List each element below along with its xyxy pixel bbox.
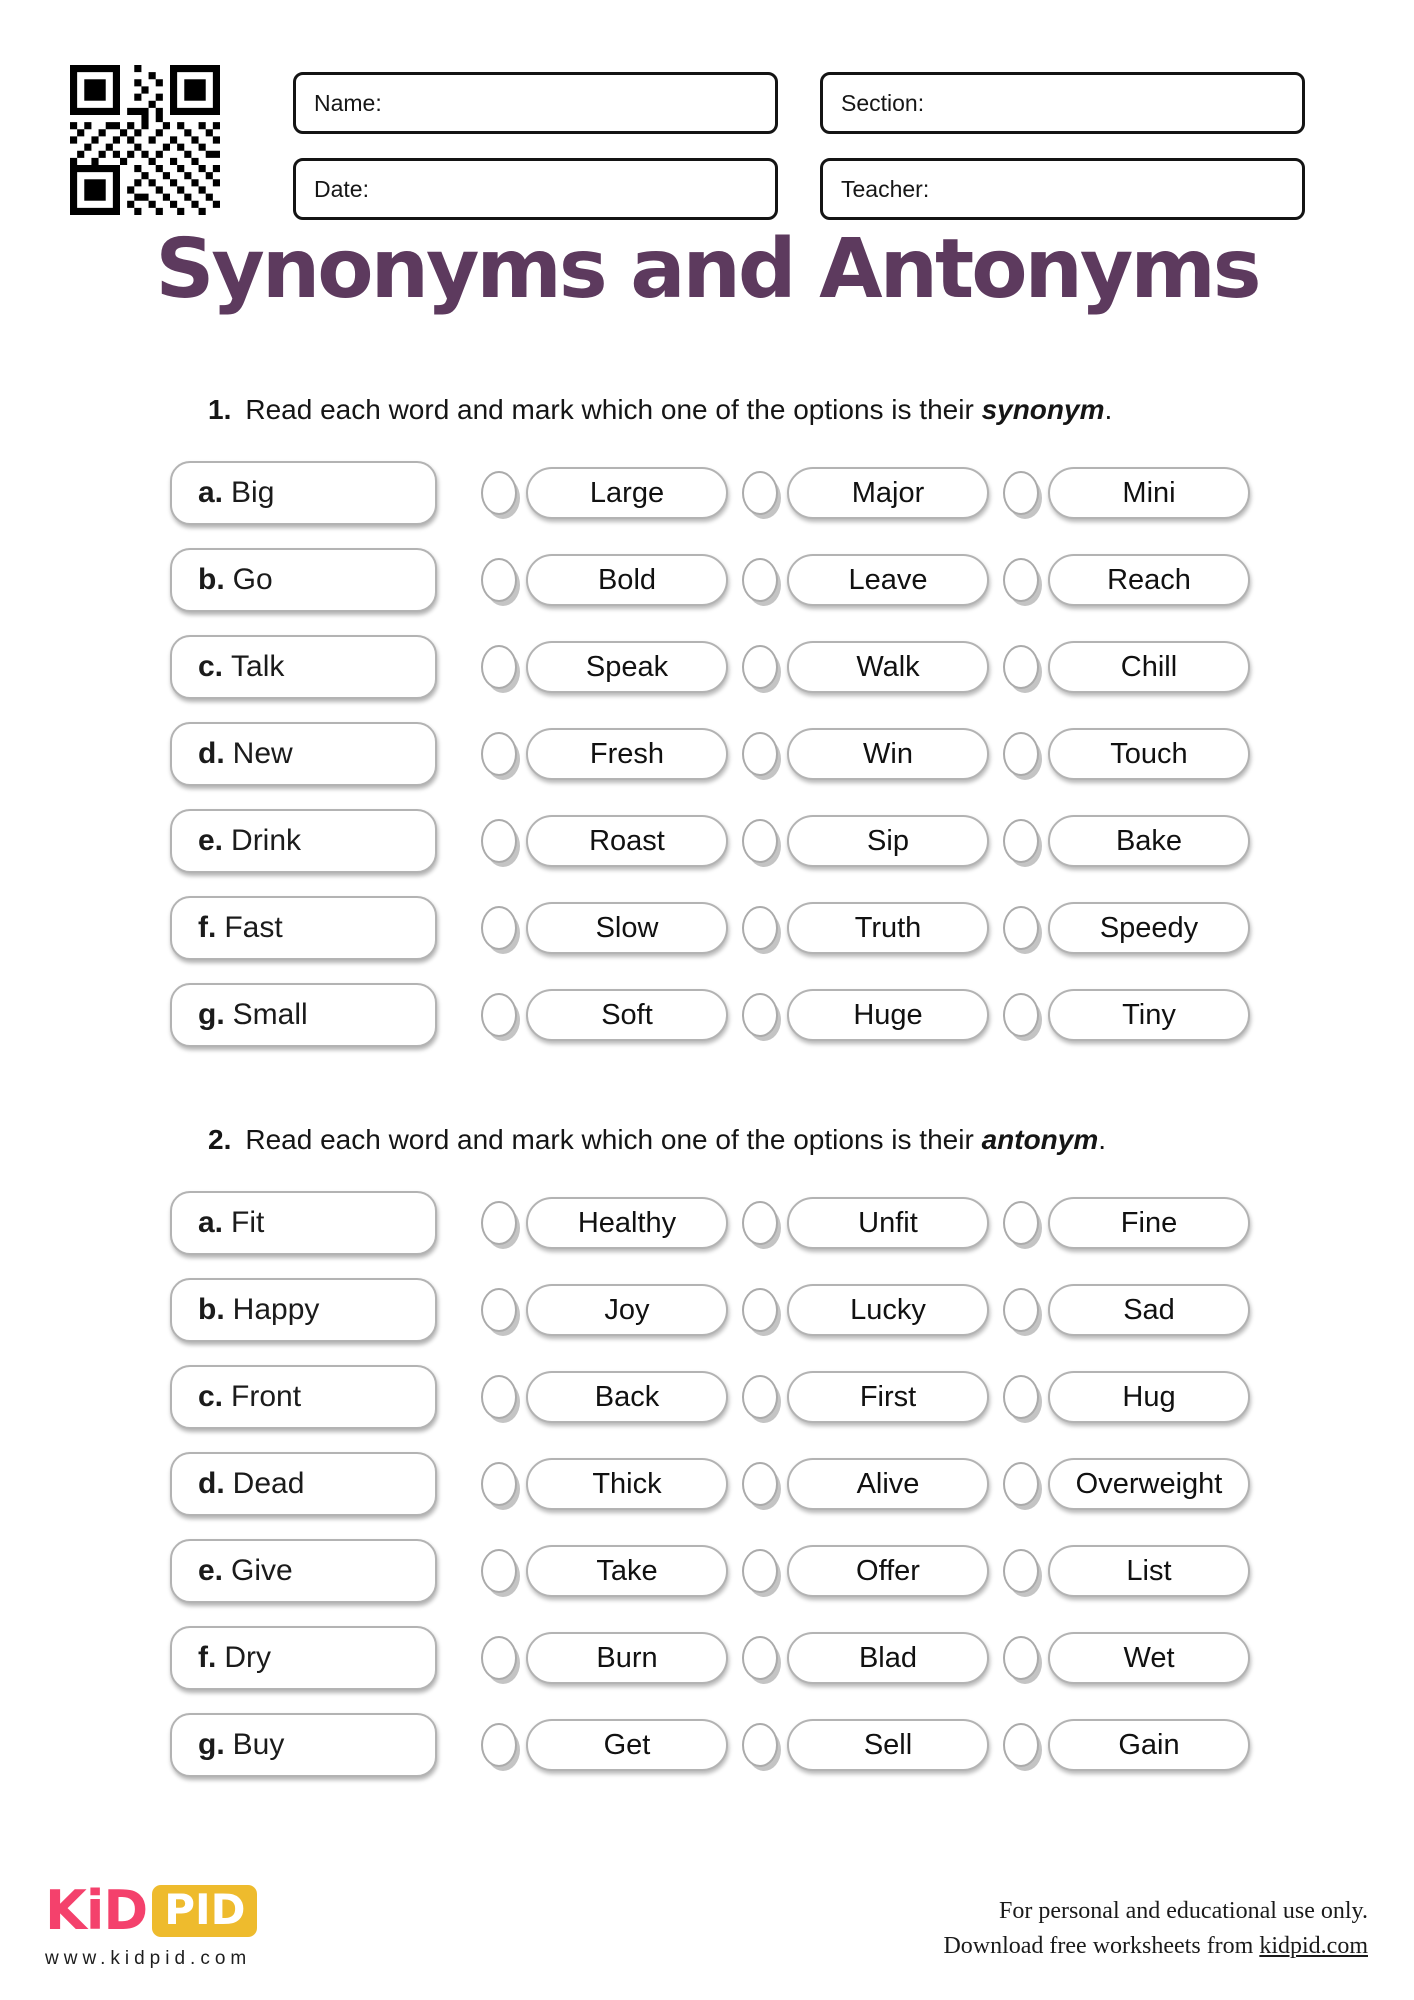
option-radio[interactable] — [742, 906, 778, 950]
row-word: Big — [231, 476, 275, 509]
exercise-row — [170, 548, 1250, 612]
option-pill[interactable]: Hug — [1048, 1371, 1250, 1423]
option-group — [742, 728, 989, 780]
word-box — [170, 722, 437, 786]
option-radio[interactable] — [481, 1375, 517, 1419]
option-group — [1003, 467, 1250, 519]
option-radio[interactable] — [481, 819, 517, 863]
option-pill[interactable]: Take — [526, 1545, 728, 1597]
option-radio[interactable] — [481, 1723, 517, 1767]
option-group — [481, 1719, 728, 1771]
option-radio[interactable] — [481, 471, 517, 515]
option-pill[interactable]: Sip — [787, 815, 989, 867]
option-group — [742, 1284, 989, 1336]
option-pill[interactable]: Offer — [787, 1545, 989, 1597]
option-group — [1003, 1719, 1250, 1771]
word-box — [170, 1626, 437, 1690]
exercise-row — [170, 896, 1250, 960]
option-pill[interactable]: Truth — [787, 902, 989, 954]
option-radio[interactable] — [1003, 732, 1039, 776]
option-radio[interactable] — [742, 1375, 778, 1419]
option-pill[interactable]: Tiny — [1048, 989, 1250, 1041]
option-group — [481, 554, 728, 606]
page-title: Synonyms and Antonyms — [155, 222, 1259, 317]
word-box — [170, 548, 437, 612]
exercise-row — [170, 1713, 1250, 1777]
option-radio[interactable] — [1003, 1723, 1039, 1767]
option-group — [1003, 728, 1250, 780]
row-letter: a. — [198, 476, 224, 509]
option-radio[interactable] — [1003, 1288, 1039, 1332]
option-group — [1003, 1458, 1250, 1510]
instruction-number: 2. — [208, 1124, 232, 1155]
option-radio[interactable] — [481, 1462, 517, 1506]
option-pill[interactable]: Lucky — [787, 1284, 989, 1336]
section-field-label: Section: — [841, 89, 925, 116]
word-box — [170, 1452, 437, 1516]
teacher-field[interactable] — [820, 158, 1305, 220]
option-group — [1003, 815, 1250, 867]
option-pill[interactable]: Thick — [526, 1458, 728, 1510]
option-group — [1003, 641, 1250, 693]
option-radio[interactable] — [481, 732, 517, 776]
option-pill[interactable]: Walk — [787, 641, 989, 693]
option-radio[interactable] — [742, 471, 778, 515]
option-pill[interactable]: Blad — [787, 1632, 989, 1684]
option-radio[interactable] — [742, 1636, 778, 1680]
option-radio[interactable] — [742, 1462, 778, 1506]
option-group — [481, 641, 728, 693]
word-box — [170, 1278, 437, 1342]
option-group — [742, 1371, 989, 1423]
option-pill[interactable]: Win — [787, 728, 989, 780]
row-letter: g. — [198, 998, 225, 1031]
synonym-rows — [170, 461, 1250, 1070]
instruction-text: Read each word and mark which one of the options is their — [245, 394, 982, 425]
option-radio[interactable] — [1003, 558, 1039, 602]
option-group — [481, 1197, 728, 1249]
option-radio[interactable] — [481, 906, 517, 950]
option-pill[interactable]: Sell — [787, 1719, 989, 1771]
option-pill[interactable]: Reach — [1048, 554, 1250, 606]
section-field[interactable] — [820, 72, 1305, 134]
option-group — [481, 1545, 728, 1597]
option-pill[interactable]: Mini — [1048, 467, 1250, 519]
word-box — [170, 809, 437, 873]
option-pill[interactable]: Overweight — [1048, 1458, 1250, 1510]
option-pill[interactable]: Bake — [1048, 815, 1250, 867]
option-pill[interactable]: Sad — [1048, 1284, 1250, 1336]
option-pill[interactable]: Chill — [1048, 641, 1250, 693]
option-radio[interactable] — [1003, 1549, 1039, 1593]
instruction-antonym — [208, 1124, 1106, 1156]
option-radio[interactable] — [481, 645, 517, 689]
exercise-row — [170, 809, 1250, 873]
exercise-row — [170, 635, 1250, 699]
option-group — [481, 1371, 728, 1423]
option-pill[interactable]: Large — [526, 467, 728, 519]
option-group — [742, 902, 989, 954]
row-letter: a. — [198, 1206, 224, 1239]
row-letter: c. — [198, 650, 224, 683]
option-radio[interactable] — [1003, 1201, 1039, 1245]
word-box — [170, 635, 437, 699]
option-group — [1003, 989, 1250, 1041]
instruction-period: . — [1098, 1124, 1107, 1155]
option-radio[interactable] — [742, 558, 778, 602]
row-word: Front — [231, 1380, 302, 1413]
option-group — [742, 815, 989, 867]
exercise-row — [170, 461, 1250, 525]
option-group — [742, 1545, 989, 1597]
row-letter: g. — [198, 1728, 225, 1761]
row-word: Go — [232, 563, 273, 596]
option-pill[interactable]: Get — [526, 1719, 728, 1771]
row-letter: b. — [198, 1293, 225, 1326]
logo-website-text: www.kidpid.com — [45, 1948, 252, 1969]
option-radio[interactable] — [1003, 645, 1039, 689]
instruction-synonym — [208, 394, 1112, 426]
exercise-row — [170, 1278, 1250, 1342]
row-letter: e. — [198, 1554, 224, 1587]
option-radio[interactable] — [481, 993, 517, 1037]
option-group — [1003, 1632, 1250, 1684]
option-group — [481, 1284, 728, 1336]
row-word: Buy — [232, 1728, 285, 1761]
option-pill[interactable]: Back — [526, 1371, 728, 1423]
date-field[interactable] — [293, 158, 778, 220]
option-pill[interactable]: Gain — [1048, 1719, 1250, 1771]
row-letter: f. — [198, 911, 217, 944]
option-radio[interactable] — [481, 558, 517, 602]
exercise-row — [170, 1626, 1250, 1690]
option-pill[interactable]: Joy — [526, 1284, 728, 1336]
exercise-row — [170, 1365, 1250, 1429]
option-pill[interactable]: Major — [787, 467, 989, 519]
row-word: Drink — [231, 824, 302, 857]
option-group — [481, 989, 728, 1041]
option-group — [742, 1197, 989, 1249]
option-radio[interactable] — [742, 1201, 778, 1245]
option-group — [481, 815, 728, 867]
row-word: Fit — [231, 1206, 265, 1239]
word-box — [170, 1539, 437, 1603]
exercise-row — [170, 1452, 1250, 1516]
row-word: Happy — [232, 1293, 320, 1326]
option-pill[interactable]: Slow — [526, 902, 728, 954]
option-group — [742, 989, 989, 1041]
word-box — [170, 461, 437, 525]
row-word: Dry — [224, 1641, 271, 1674]
option-group — [1003, 1284, 1250, 1336]
option-radio[interactable] — [742, 1549, 778, 1593]
option-group — [1003, 1371, 1250, 1423]
option-pill[interactable]: Fine — [1048, 1197, 1250, 1249]
option-pill[interactable]: Speedy — [1048, 902, 1250, 954]
date-field-label: Date: — [314, 175, 369, 202]
option-group — [481, 902, 728, 954]
logo-kid-text: KiD — [45, 1879, 148, 1942]
option-pill[interactable]: Touch — [1048, 728, 1250, 780]
exercise-row — [170, 1539, 1250, 1603]
option-pill[interactable]: Healthy — [526, 1197, 728, 1249]
option-radio[interactable] — [742, 1288, 778, 1332]
row-letter: c. — [198, 1380, 224, 1413]
word-box — [170, 1365, 437, 1429]
option-group — [481, 467, 728, 519]
option-group — [1003, 1197, 1250, 1249]
row-word: Dead — [232, 1467, 305, 1500]
option-group — [481, 1632, 728, 1684]
option-group — [742, 467, 989, 519]
name-field-label: Name: — [314, 89, 382, 116]
option-radio[interactable] — [481, 1288, 517, 1332]
footer-note-line2: Download free worksheets from kidpid.com — [943, 1933, 1368, 1959]
option-radio[interactable] — [1003, 1375, 1039, 1419]
option-radio[interactable] — [742, 1723, 778, 1767]
option-group — [742, 1632, 989, 1684]
row-letter: f. — [198, 1641, 217, 1674]
option-radio[interactable] — [1003, 906, 1039, 950]
antonym-rows — [170, 1191, 1250, 1800]
option-radio[interactable] — [742, 732, 778, 776]
option-pill[interactable]: Leave — [787, 554, 989, 606]
option-group — [742, 1719, 989, 1771]
row-word: Small — [232, 998, 308, 1031]
logo-pid-badge: PID — [152, 1885, 257, 1937]
option-radio[interactable] — [742, 645, 778, 689]
instruction-keyword: antonym — [981, 1124, 1099, 1155]
option-radio[interactable] — [1003, 819, 1039, 863]
option-radio[interactable] — [742, 819, 778, 863]
option-radio[interactable] — [742, 993, 778, 1037]
word-box — [170, 1191, 437, 1255]
instruction-keyword: synonym — [981, 394, 1105, 425]
option-group — [1003, 902, 1250, 954]
kidpid-link[interactable]: kidpid.com — [1259, 1933, 1368, 1959]
word-box — [170, 896, 437, 960]
instruction-period: . — [1104, 394, 1113, 425]
instruction-number: 1. — [208, 394, 232, 425]
option-group — [1003, 1545, 1250, 1597]
exercise-row — [170, 983, 1250, 1047]
option-group — [742, 554, 989, 606]
exercise-row — [170, 722, 1250, 786]
option-group — [742, 641, 989, 693]
name-field[interactable] — [293, 72, 778, 134]
row-word: Fast — [224, 911, 283, 944]
exercise-row — [170, 1191, 1250, 1255]
kidpid-logo — [45, 1879, 257, 1970]
option-radio[interactable] — [1003, 1636, 1039, 1680]
option-pill[interactable]: Burn — [526, 1632, 728, 1684]
option-radio[interactable] — [481, 1549, 517, 1593]
row-letter: e. — [198, 824, 224, 857]
option-pill[interactable]: Wet — [1048, 1632, 1250, 1684]
option-radio[interactable] — [1003, 471, 1039, 515]
option-radio[interactable] — [481, 1636, 517, 1680]
instruction-text: Read each word and mark which one of the options is their — [245, 1124, 982, 1155]
option-pill[interactable]: Roast — [526, 815, 728, 867]
option-group — [481, 1458, 728, 1510]
option-radio[interactable] — [1003, 1462, 1039, 1506]
qr-code — [70, 65, 220, 215]
row-word: Give — [231, 1554, 293, 1587]
row-letter: d. — [198, 1467, 225, 1500]
option-radio[interactable] — [1003, 993, 1039, 1037]
teacher-field-label: Teacher: — [841, 175, 930, 202]
row-letter: d. — [198, 737, 225, 770]
footer-note-line1: For personal and educational use only. — [998, 1898, 1368, 1924]
option-pill[interactable]: Unfit — [787, 1197, 989, 1249]
option-pill[interactable]: First — [787, 1371, 989, 1423]
option-group — [742, 1458, 989, 1510]
word-box — [170, 1713, 437, 1777]
option-group — [481, 728, 728, 780]
row-word: Talk — [231, 650, 285, 683]
option-pill[interactable]: Soft — [526, 989, 728, 1041]
option-group — [1003, 554, 1250, 606]
option-pill[interactable]: Huge — [787, 989, 989, 1041]
option-pill[interactable]: List — [1048, 1545, 1250, 1597]
option-pill[interactable]: Speak — [526, 641, 728, 693]
option-pill[interactable]: Bold — [526, 554, 728, 606]
footer-note — [668, 1894, 1368, 1964]
option-pill[interactable]: Fresh — [526, 728, 728, 780]
word-box — [170, 983, 437, 1047]
option-radio[interactable] — [481, 1201, 517, 1245]
row-word: New — [232, 737, 293, 770]
option-pill[interactable]: Alive — [787, 1458, 989, 1510]
row-letter: b. — [198, 563, 225, 596]
